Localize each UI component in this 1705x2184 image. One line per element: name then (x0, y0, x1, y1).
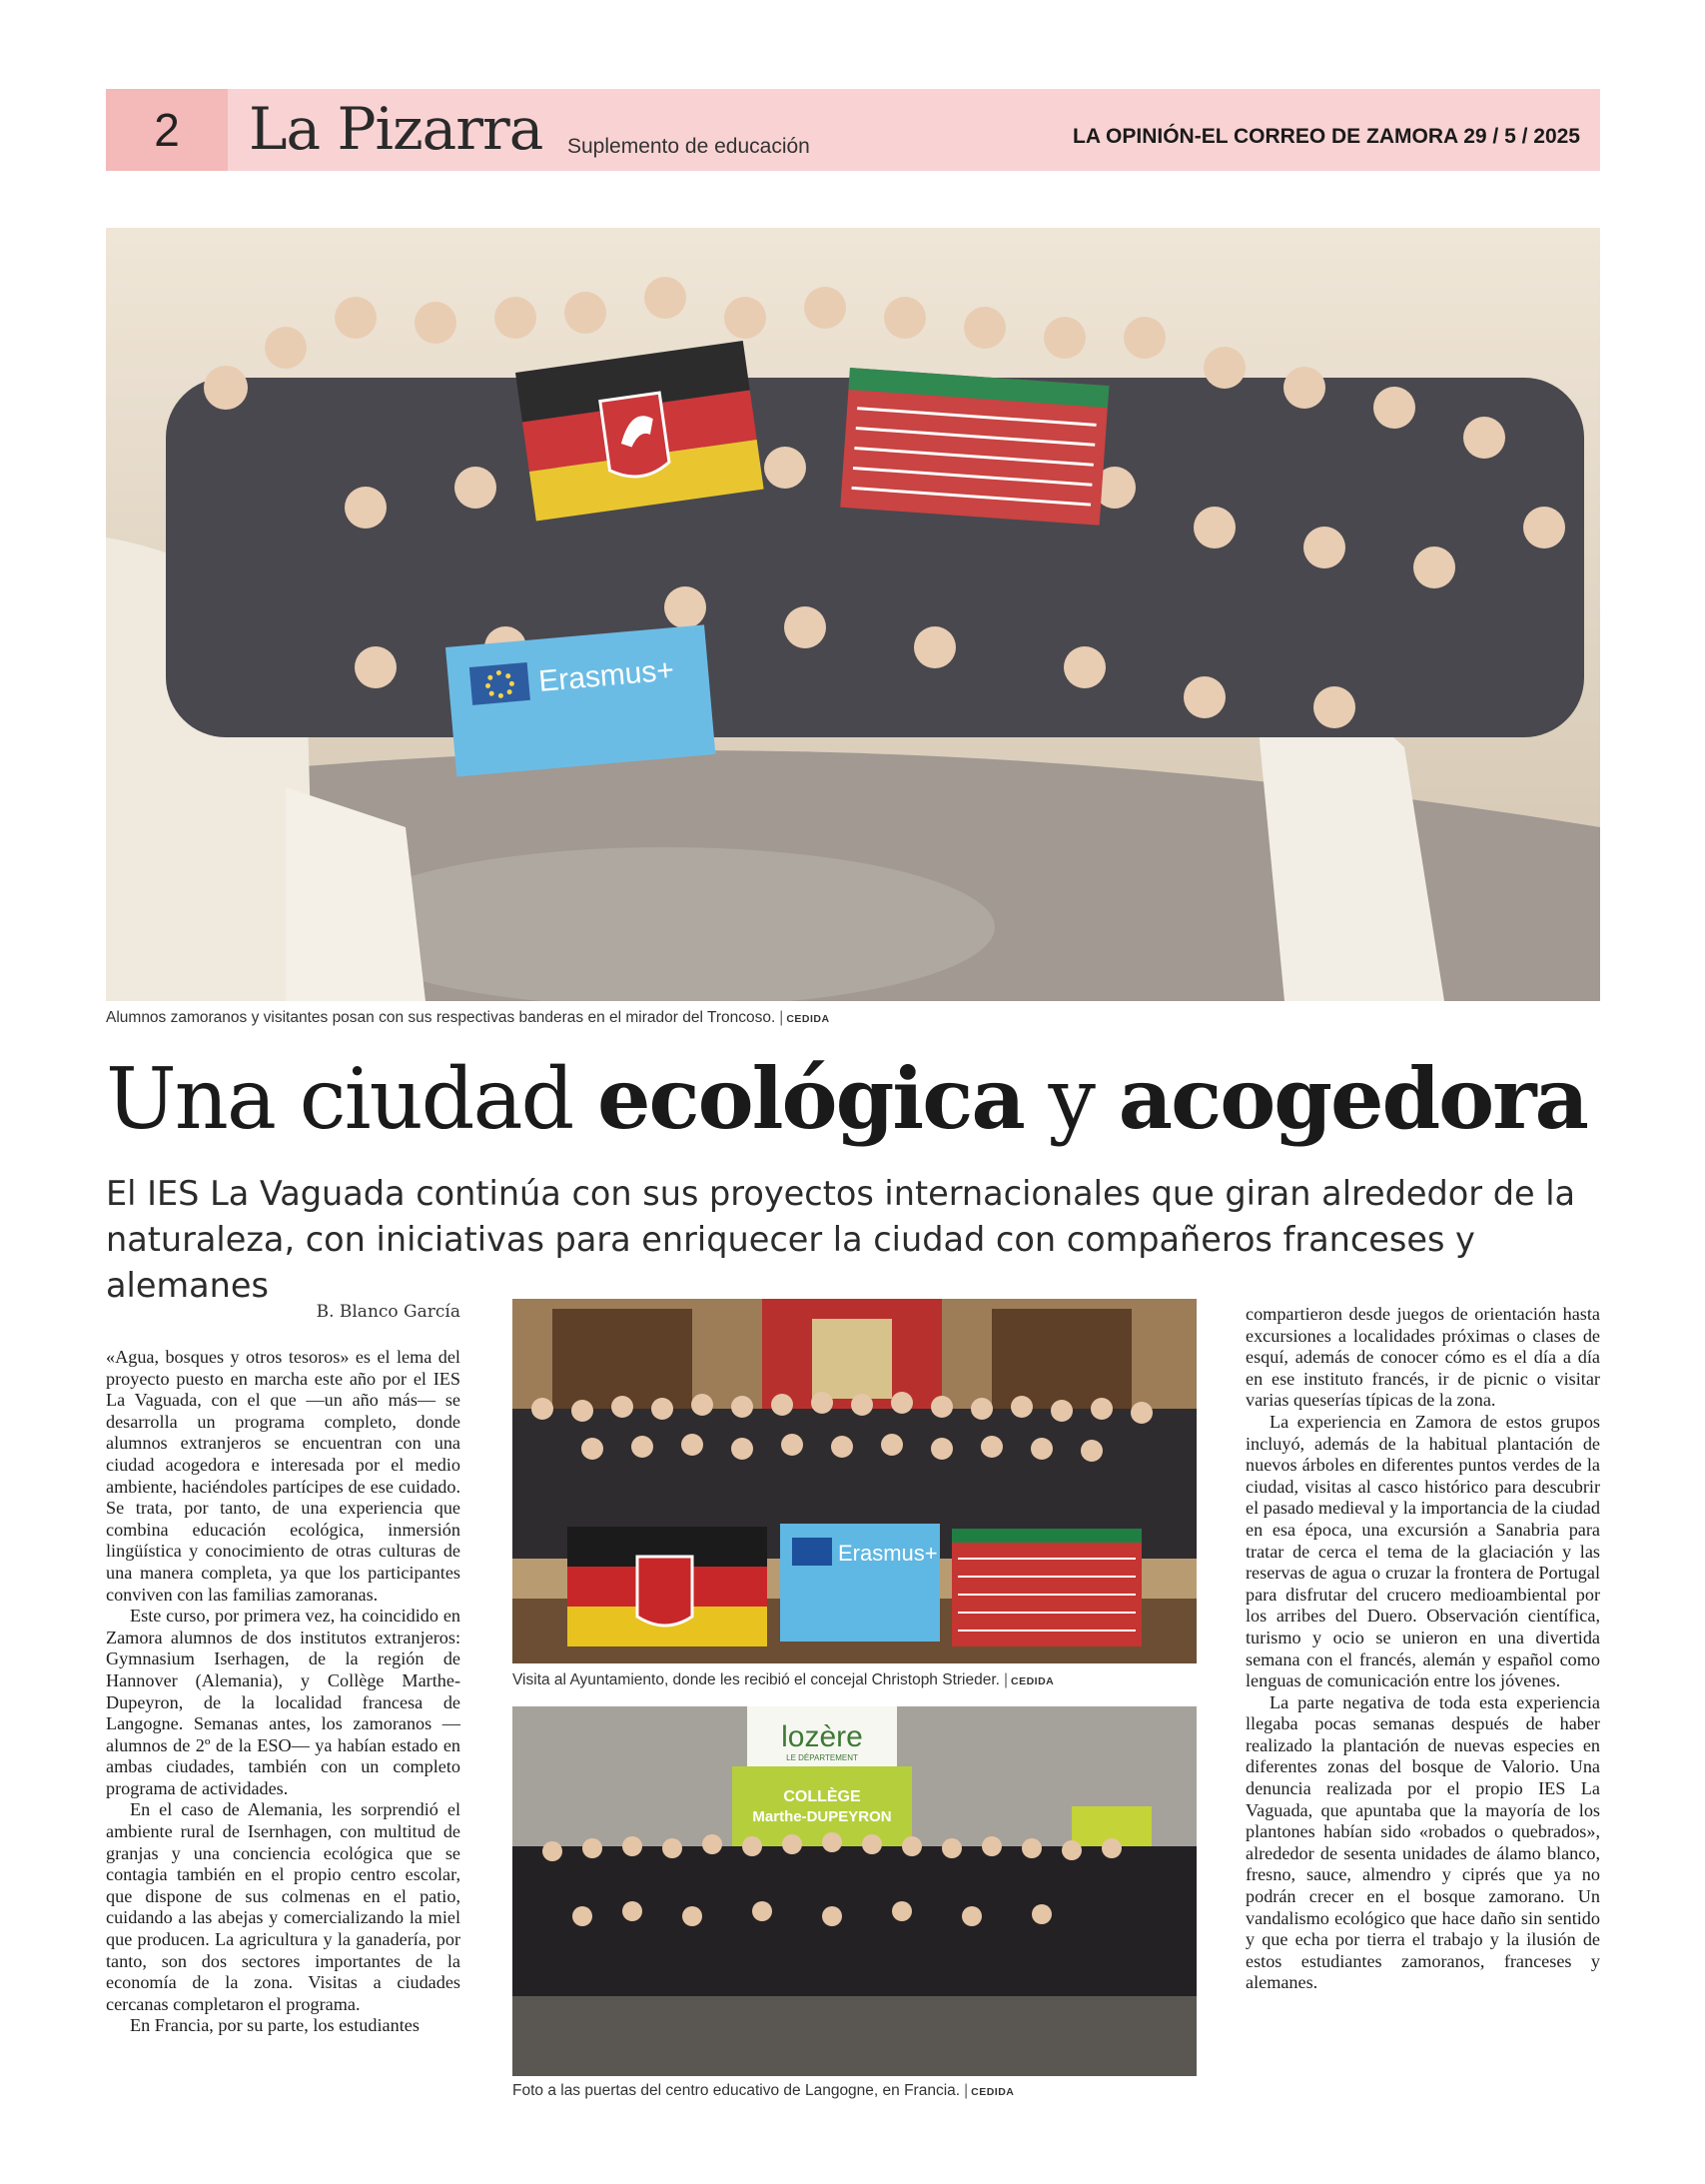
right-paragraph-3: La parte negativa de toda esta experiencia llegaba pocas semanas después de haber realizado la plantación de nuevas especies en diferentes zonas del bosque de Valorio. Una denuncia realizada por el propio IES La Vaguada, que apuntaba que la mayoría de los plantones habían sido «robados o quebrados», alrededor de sesenta unidades de álamo blanco, fresno, sauce, almendro y ciprés que ya no podrán crecer en el bosque zamorano. Un vandalismo ecológico que hace daño sin sentido y que echa por tierra el trabajo y la ilusión de estos estudiantes zamoranos, franceses y alemanes. (1246, 1691, 1600, 1993)
headline-part-1: Una ciudad (106, 1050, 573, 1148)
page-number-box (106, 89, 228, 171)
main-caption-text: Alumnos zamoranos y visitantes posan con sus respectivas banderas en el mirador del Troncoso. (106, 1009, 776, 1026)
supplement-label: Suplemento de educación (567, 135, 810, 158)
townhall-photo-caption: Visita al Ayuntamiento, donde les recibió el concejal Christoph Strieder. | CEDIDA (512, 1671, 1055, 1688)
townhall-photo-illustration (512, 1299, 1197, 1663)
headline (106, 1049, 1600, 1148)
article-column-right (1246, 1304, 1600, 1994)
byline: B. Blanco García (316, 1302, 460, 1322)
townhall-banner-text: Erasmus+ (838, 1541, 938, 1566)
main-photo-caption: Alumnos zamoranos y visitantes posan con sus respectivas banderas en el mirador del Troncoso. | CEDIDA (106, 1009, 830, 1026)
page-number: 2 (154, 104, 180, 156)
townhall-photo (512, 1299, 1197, 1663)
main-group-photo (106, 228, 1600, 1001)
school-photo-caption: Foto a las puertas del centro educativo de Langogne, en Francia. | CEDIDA (512, 2082, 1015, 2099)
left-paragraph-1: «Agua, bosques y otros tesoros» es el lema del proyecto puesto en marcha este año por el IES La Vaguada, con el que —un año más— se desarrolla un programa completo, donde alumnos extranjeros se encuentran con una ciudad acogedora e interesada por el medio ambiente, haciéndoles partícipes de ese cuidado. Se trata, por tanto, de una experiencia que combina educación ecológica, inmersión lingüística y conocimiento de otras culturas de una manera completa, ya que los participantes conviven con las familias zamoranas. (106, 1347, 460, 1605)
right-paragraph-1: compartieron desde juegos de orientación hasta excursiones a localidades próximas o clases de esquí, además de conocer cómo es el día a día en ese instituto francés, ir de picnic o visitar varias queserías típicas de la zona. (1246, 1304, 1600, 1411)
townhall-caption-credit: CEDIDA (1011, 1675, 1055, 1687)
main-photo-illustration (106, 228, 1600, 1001)
school-sign-top: lozère (781, 1720, 863, 1753)
main-caption-credit: CEDIDA (786, 1013, 830, 1025)
headline-part-3: y (1048, 1050, 1094, 1148)
main-banner-text: Erasmus+ (536, 653, 676, 698)
subheadline: El IES La Vaguada continúa con sus proyectos internacionales que giran alrededor de la naturaleza, con iniciativas para enriquecer la ciudad con compañeros franceses y alemanes (106, 1174, 1576, 1305)
school-sign-name-1: COLLÈGE (783, 1788, 861, 1805)
dateline: LA OPINIÓN-EL CORREO DE ZAMORA 29 / 5 / 2025 (1073, 125, 1580, 148)
headline-part-2: ecológica (597, 1049, 1024, 1148)
school-sign-name-2: Marthe-DUPEYRON (752, 1808, 892, 1825)
headline-part-4: acogedora (1118, 1049, 1587, 1148)
school-caption-text: Foto a las puertas del centro educativo de Langogne, en Francia. (512, 2082, 961, 2099)
left-paragraph-3: En el caso de Alemania, les sorprendió el ambiente rural de Isernhagen, con multitud de granjas y una conciencia ecológica que se contagia también en el propio centro escolar, que dispone de sus colmenas en el patio, cuidando a las abejas y comercializando la miel que producen. La agricultura y la ganadería, por tanto, son dos sectores importantes de la economía de la zona. Visitas a ciudades cercanas completaron el programa. (106, 1799, 460, 2014)
townhall-caption-text: Visita al Ayuntamiento, donde les recibió el concejal Christoph Strieder. (512, 1671, 1000, 1688)
school-photo (512, 1706, 1197, 2076)
masthead: La Pizarra (249, 95, 543, 163)
article-column-left (106, 1347, 460, 2037)
page-header (106, 89, 1600, 171)
right-paragraph-2: La experiencia en Zamora de estos grupos incluyó, además de la habitual plantación de nuevos árboles en diferentes puntos verdes de la ciudad, visitas al casco histórico para descubrir el pasado medieval y la importancia de la ciudad en esa época, una excursión a Sanabria para tratar de cerca el tema de la glaciación y las reservas de agua o cruzar la frontera de Portugal para disfrutar del crucero medioambiental por los arribes del Duero. Observación científica, turismo y ocio se unieron en una divertida semana con el francés, alemán y español como lenguas de comunicación entre los jóvenes. (1246, 1411, 1600, 1691)
school-photo-illustration (512, 1706, 1197, 2076)
school-sign-sub: LE DÉPARTEMENT (786, 1753, 858, 1762)
left-paragraph-4: En Francia, por su parte, los estudiantes (130, 2015, 420, 2036)
left-paragraph-2: Este curso, por primera vez, ha coincidido en Zamora alumnos de dos institutos extranjeros: Gymnasium Iserhagen, de la región de Hannover (Alemania), y Collège Marthe-Dupeyron, de la localidad francesa de Langogne. Semanas antes, los zamoranos —alumnos de 2º de la ESO— ya habían estado en ambas ciudades, también con un completo programa de actividades. (106, 1606, 460, 1798)
school-caption-credit: CEDIDA (971, 2086, 1015, 2098)
